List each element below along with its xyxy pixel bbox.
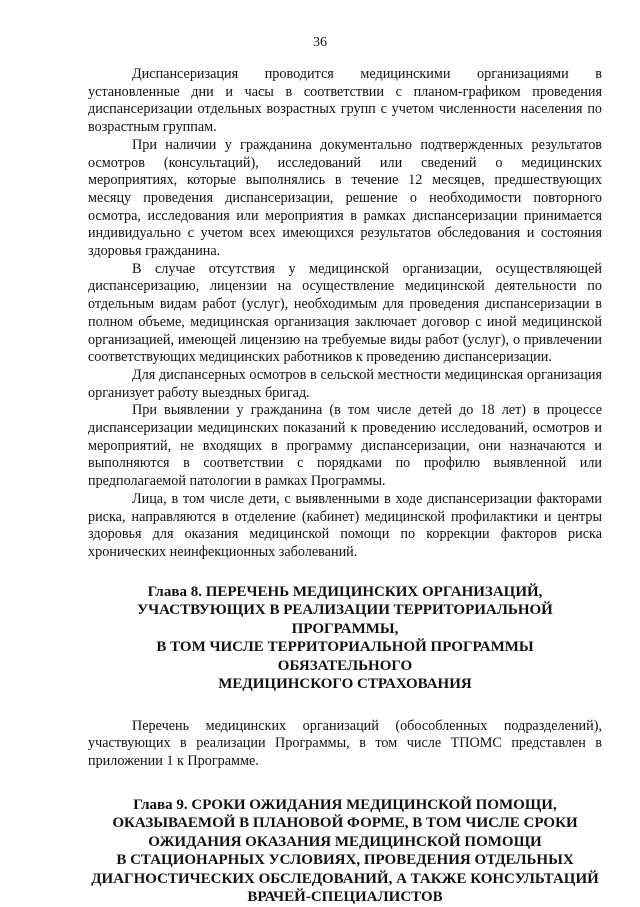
paragraph: Диспансеризация проводится медицинскими организациями в установленные дни и часы в соответствии с планом-графиком проведения диспансеризации отдельных возрастных групп с учетом численности населения по возрастным группам. <box>88 66 602 136</box>
chapter-8-paragraph: Перечень медицинских организаций (обособленных подразделений), участвующих в реализации Программы, в том числе ТПОМС представлен в приложении 1 к Программе. <box>88 717 602 770</box>
paragraph: При выявлении у гражданина (в том числе детей до 18 лет) в процессе диспансеризации медицинских показаний к проведению исследований, осмотров и мероприятий, не входящих в программу диспансеризации, они назначаются и выполняются в соответствии с порядками по профилю выявленной или предполагаемой патологии в рамках Программы. <box>88 402 602 490</box>
paragraph: Для диспансерных осмотров в сельской местности медицинская организация организует работу выездных бригад. <box>88 366 602 401</box>
paragraph: При наличии у гражданина документально подтвержденных результатов осмотров (консультаций), исследований или сведений о медицинских мероприятиях, которые выполнялись в течение 12 месяцев, предшествующих месяцу проведения диспансеризации, решение о необходимости повторного осмотра, исследования или мероприятия в рамках диспансеризации принимается индивидуально с учетом всех имеющихся результатов обследования и состояния здоровья гражданина. <box>88 136 602 260</box>
chapter-8-heading: Глава 8. ПЕРЕЧЕНЬ МЕДИЦИНСКИХ ОРГАНИЗАЦИЙ, УЧАСТВУЮЩИХ В РЕАЛИЗАЦИИ ТЕРРИТОРИАЛЬНОЙ ПРОГРАММЫ, В ТОМ ЧИСЛЕ ТЕРРИТОРИАЛЬНОЙ ПРОГРАММЫ ОБЯЗАТЕЛЬНОГО МЕДИЦИНСКОГО СТРАХОВАНИЯ <box>137 583 553 693</box>
paragraph: В случае отсутствия у медицинской организации, осуществляющей диспансеризацию, лицензии на осуществление медицинской деятельности по отдельным видам работ (услуг), необходимым для проведения диспансеризации в полном объеме, медицинская организация заключает договор с иной медицинской организацией, имеющей лицензию на требуемые виды работ (услуг), о привлечении соответствующих медицинских работников к проведению диспансеризации. <box>88 260 602 366</box>
document-body <box>88 66 602 907</box>
chapter-9-heading: Глава 9. СРОКИ ОЖИДАНИЯ МЕДИЦИНСКОЙ ПОМОЩИ, ОКАЗЫВАЕМОЙ В ПЛАНОВОЙ ФОРМЕ, В ТОМ ЧИСЛЕ СРОКИ ОЖИДАНИЯ ОКАЗАНИЯ МЕДИЦИНСКОЙ ПОМОЩИ В СТАЦИОНАРНЫХ УСЛОВИЯХ, ПРОВЕДЕНИЯ ОТДЕЛЬНЫХ ДИАГНОСТИЧЕСКИХ ОБСЛЕДОВАНИЙ, А ТАКЖЕ КОНСУЛЬТАЦИЙ ВРАЧЕЙ-СПЕЦИАЛИСТОВ <box>91 796 599 906</box>
paragraph: Лица, в том числе дети, с выявленными в ходе диспансеризации факторами риска, направляются в отделение (кабинет) медицинской профилактики и центры здоровья для оказания медицинской помощи по коррекции факторов риска хронических неинфекционных заболеваний. <box>88 490 602 560</box>
page-number: 36 <box>313 35 327 50</box>
